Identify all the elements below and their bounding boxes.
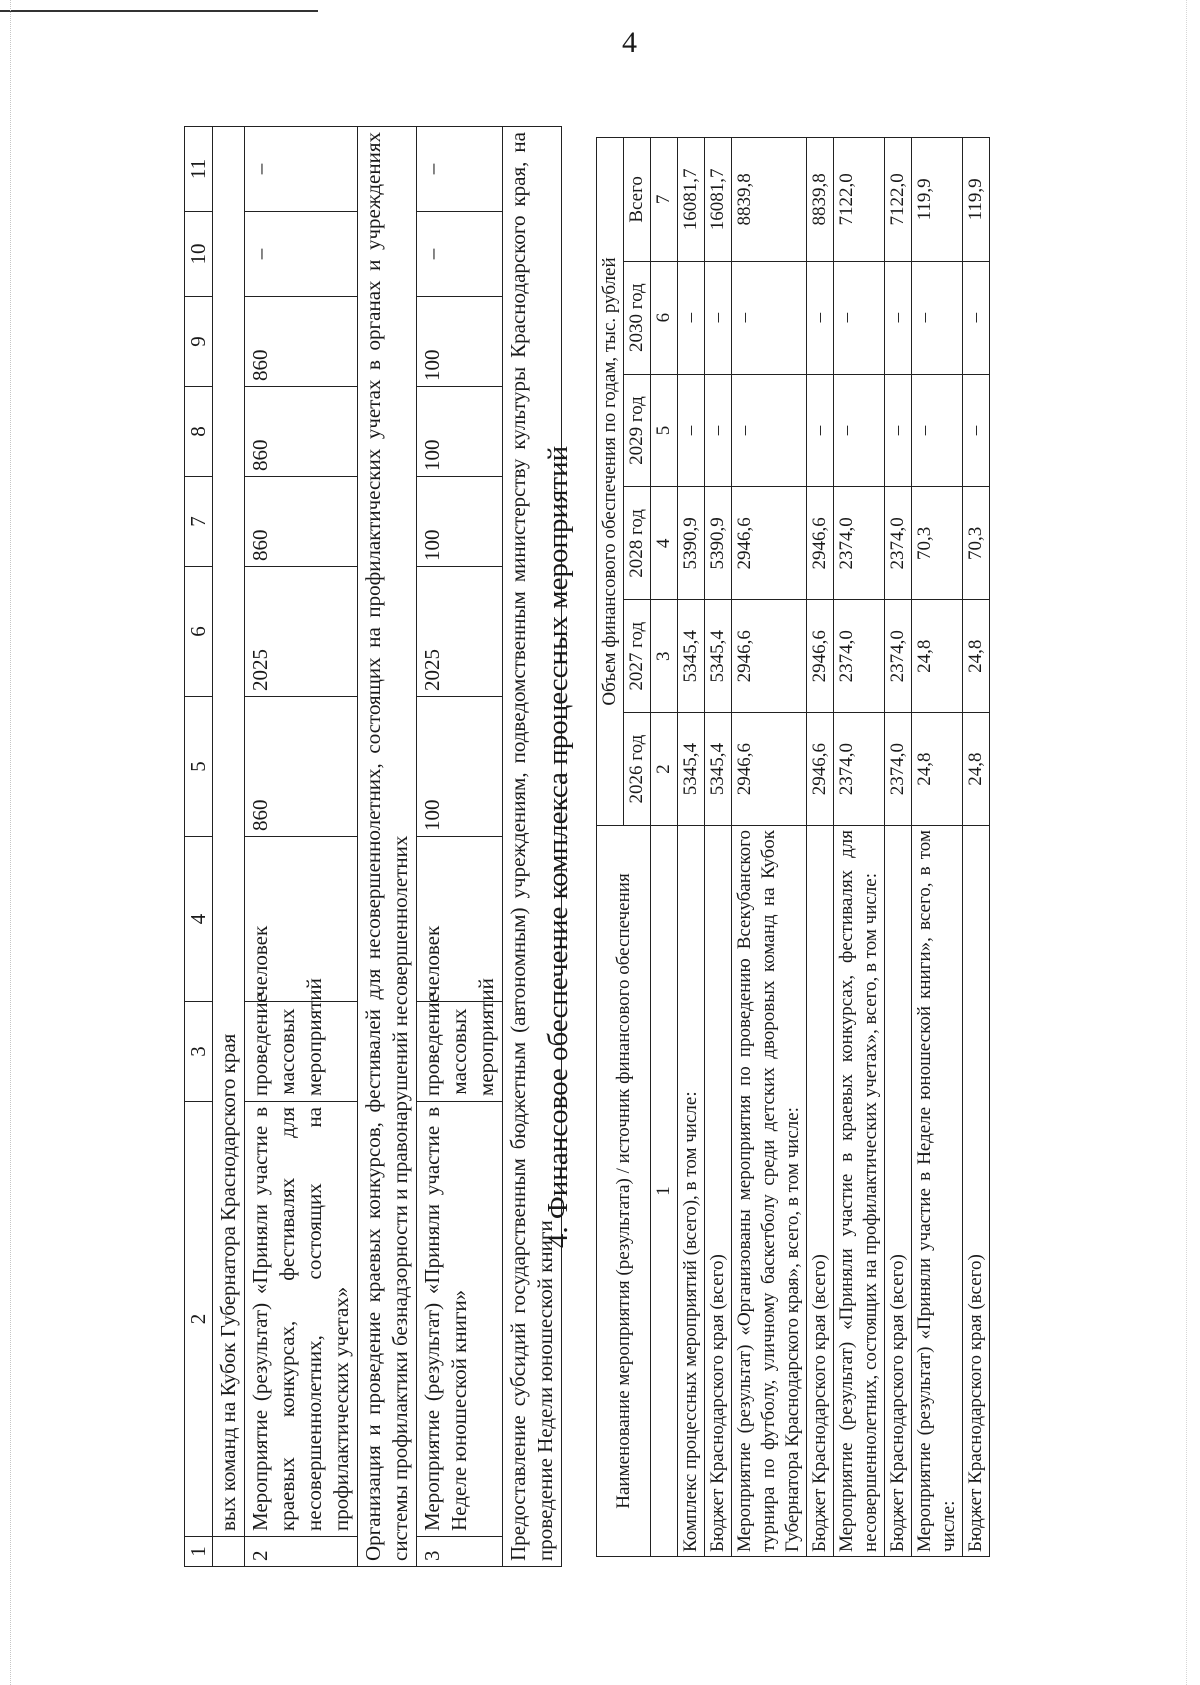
row-name: Бюджет Краснодарского края (всего) [885,826,912,1557]
year-header: 2029 год [624,374,651,487]
continuation-row [213,127,245,1567]
table-row [245,127,358,1567]
row-value: – [245,127,358,212]
year-header: 2030 год [624,261,651,374]
row-number: 3 [417,1537,503,1567]
row-value: 5345,4 [678,600,705,713]
row-value: 70,3 [912,487,963,600]
table-row [963,138,990,1557]
row-value: 2374,0 [834,713,885,826]
row-value: – [807,261,834,374]
index-cell: 2 [651,713,678,826]
header-cell: 2 [185,1102,213,1537]
row-value: – [807,374,834,487]
indicators-header-row [185,127,213,1567]
row-type: проведение массовых мероприятий [417,1002,503,1102]
row-value: 2946,6 [732,487,807,600]
financing-rows [678,138,990,1557]
table-row [885,138,912,1557]
page-number: 4 [622,26,637,59]
row-value: – [417,212,503,297]
row-value: – [732,374,807,487]
header-cell: 9 [185,297,213,387]
header-cell: 1 [185,1537,213,1567]
table-row [732,138,807,1557]
group-header: Объем финансового обеспечения по годам, тыс. рублей [597,138,624,826]
row-value: 2946,6 [732,600,807,713]
row-value: 70,3 [963,487,990,600]
financing-section [536,117,1196,1567]
row-value: 2374,0 [834,600,885,713]
row-unit: человек [245,837,358,1002]
row-name: Бюджет Краснодарского края (всего) [807,826,834,1557]
row-base-value: 100 [417,697,503,837]
row-value: 2946,6 [807,487,834,600]
row-value: – [705,374,732,487]
index-cell: 5 [651,374,678,487]
financing-table [596,137,990,1557]
header-cell: 11 [185,127,213,212]
row-total: 8839,8 [807,138,834,262]
row-base-year: 2025 [245,567,358,697]
row-value: – [834,261,885,374]
row-value: 2374,0 [885,600,912,713]
col-name-header: Наименование мероприятия (результата) / источник финансового обеспечения [597,826,651,1557]
row-value: 100 [417,387,503,477]
index-cell: 7 [651,138,678,262]
row-value: 5345,4 [678,713,705,826]
row-name: Мероприятие (результат) «Приняли участие в Неделе юношеской книги» [417,1102,503,1537]
row-value: – [912,261,963,374]
row-value: 860 [245,297,358,387]
row-value: 100 [417,477,503,567]
index-cell: 1 [651,826,678,1557]
index-row [651,138,678,1557]
row-value: 5345,4 [705,713,732,826]
table-row [705,138,732,1557]
row-value: 860 [245,477,358,567]
total-header: Всего [624,138,651,262]
header-cell: 4 [185,837,213,1002]
row-value: 2946,6 [732,713,807,826]
row-value: 24,8 [963,713,990,826]
row-name: Мероприятие (результат) «Приняли участие в Неделе юношеской книги», всего, в том числе: [912,826,963,1557]
header-cell: 5 [185,697,213,837]
row-type: проведение массовых мероприятий [245,1002,358,1102]
continuation-text: вых команд на Кубок Губернатора Краснодарского края [213,127,245,1537]
financing-header-row [597,138,624,1557]
year-header: 2026 год [624,713,651,826]
row-name: Мероприятие (результат) «Приняли участие в краевых конкурсах, фестивалях для несовершеннолетних, состоящих на профилактических учетах» [245,1102,358,1537]
row-value: 2374,0 [885,713,912,826]
row-value: 5390,9 [678,487,705,600]
row-base-year: 2025 [417,567,503,697]
top-rule [0,10,318,12]
row-value: – [885,261,912,374]
row-name: Мероприятие (результат) «Приняли участие в краевых конкурсах, фестивалях для несовершеннолетних, состоящих на профилактических учетах», всего, в том числе: [834,826,885,1557]
row-value: – [678,374,705,487]
row-value: 5390,9 [705,487,732,600]
index-cell: 3 [651,600,678,713]
table-row [807,138,834,1557]
indicators-table-container [184,117,557,1567]
task-text: Организация и проведение краевых конкурсов, фестивалей для несовершеннолетних, состоящих на профилактических учетах в органах и учреждениях системы профилактики безнадзорности и правонарушений несовершеннолетних [358,127,417,1567]
row-name: Бюджет Краснодарского края (всего) [705,826,732,1557]
indicators-table [184,126,562,1567]
row-total: 16081,7 [678,138,705,262]
table-row [834,138,885,1557]
row-value: – [678,261,705,374]
row-value: 2374,0 [885,487,912,600]
header-cell: 6 [185,567,213,697]
row-value: – [834,374,885,487]
row-value: – [732,261,807,374]
subsidy-text: Предоставление субсидий государственным бюджетным (автономным) учреждениям, подведомственным министерству культуры Краснодарского края, на проведение Недели юношеской книги [503,127,562,1567]
row-total: 16081,7 [705,138,732,262]
table-row [417,127,503,1567]
row-total: 119,9 [912,138,963,262]
index-cell: 4 [651,487,678,600]
row-number: 2 [245,1537,358,1567]
table-row [912,138,963,1557]
row-value: – [963,261,990,374]
row-name: Мероприятие (результат) «Организованы мероприятия по проведению Всекубанского турнира по футболу, уличному баскетболу среди детских дворовых команд на Кубок Губернатора Краснодарского края», всего, в том числе: [732,826,807,1557]
scan-edge-left [10,0,11,1685]
row-base-value: 860 [245,697,358,837]
row-value: – [885,374,912,487]
row-name: Бюджет Краснодарского края (всего) [963,826,990,1557]
year-header: 2028 год [624,487,651,600]
row-value: 2374,0 [834,487,885,600]
index-cell: 6 [651,261,678,374]
row-value: 860 [245,387,358,477]
row-value: – [912,374,963,487]
header-cell: 8 [185,387,213,477]
row-total: 119,9 [963,138,990,262]
row-value: – [963,374,990,487]
row-total: 7122,0 [885,138,912,262]
row-value: 24,8 [912,713,963,826]
row-value: – [417,127,503,212]
row-value: 5345,4 [705,600,732,713]
row-value: 24,8 [963,600,990,713]
year-header: 2027 год [624,600,651,713]
header-cell: 7 [185,477,213,567]
row-value: 2946,6 [807,600,834,713]
row-total: 7122,0 [834,138,885,262]
row-value: – [245,212,358,297]
header-cell: 10 [185,212,213,297]
row-value: 2946,6 [807,713,834,826]
header-cell: 3 [185,1002,213,1102]
table-row [678,138,705,1557]
empty-cell [213,1537,245,1567]
section-title: 4. Финансовое обеспечение комплекса процессных мероприятий [542,445,574,1249]
task-row [358,127,417,1567]
row-name: Комплекс процессных мероприятий (всего), в том числе: [678,826,705,1557]
row-value: 24,8 [912,600,963,713]
row-unit: человек [417,837,503,1002]
row-value: – [705,261,732,374]
row-value: 100 [417,297,503,387]
row-total: 8839,8 [732,138,807,262]
